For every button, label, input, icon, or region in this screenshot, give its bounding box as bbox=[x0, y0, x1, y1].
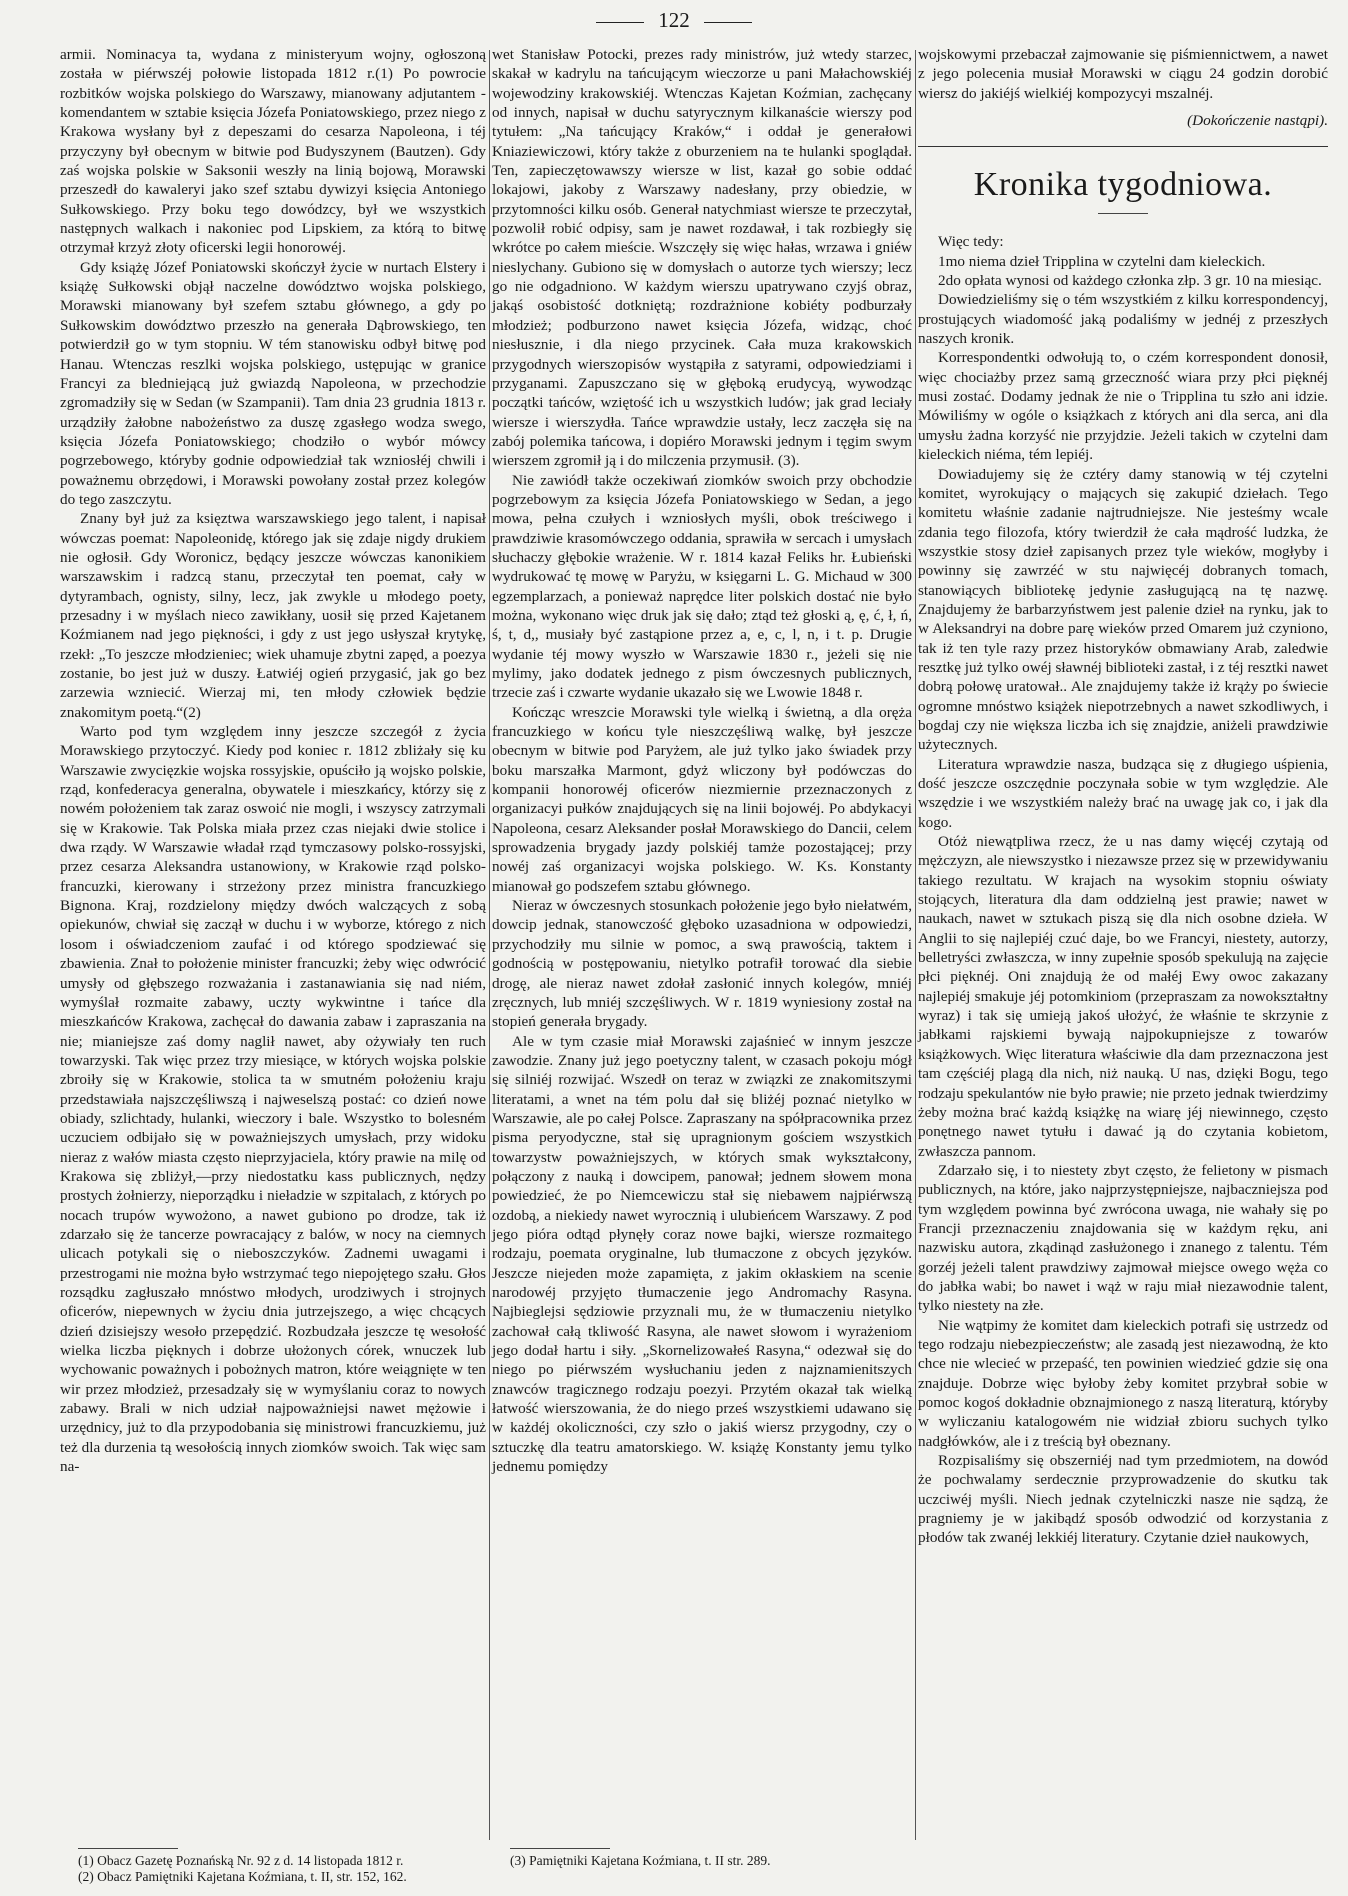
paragraph: Nie wątpimy że komitet dam kieleckich potrafi się ustrzedz od tego rodzaju niebezpieczeństw; ale zasadą jest niezawodną, że kto chce nie wlecieć w przepaść, ten powinien wiedzieć gdzie się ona znajduje. Dobrze więc byłoby żeby komitet przybrał sobie w pomoc kogoś dokładnie obznajmionego z naszą literaturą, któryby w wyliczaniu katalogowém nie widział zbioru suchych tylko nadgłówków, ale i z treścią był obeznany. bbox=[918, 1316, 1328, 1450]
page-number: 122 bbox=[0, 8, 1348, 33]
paragraph: armii. Nominacya ta, wydana z ministeryum wojny, ogłoszoną została w piérwszéj połowie listopada 1812 r.(1) Po powrocie rozbitków wojska polskiego do Warszawy, mianowany adjutantem - komendantem w sztabie księcia Józefa Poniatowskiego, przez niego z Krakowa wysłany był z depeszami do cesarza Napoleona, i téj przyczyny był obecnym w bitwie pod Budyszynem (Bautzen). Gdy zaś wojska polskie w Saksonii weszły na linią bojową, Morawski przeszedł do kawaleryi jako szef sztabu dywizyi księcia Antoniego Sułkowskiego. Przy boku tego dowódzcy, był we wszystkich następnych walkach i nakoniec pod Lipskiem, za którą to bitwę otrzymał krzyż złoty oficerski legii honorowéj. bbox=[60, 46, 486, 257]
column-3 bbox=[918, 45, 1328, 1548]
paragraph: wojskowymi przebaczał zajmowanie się piśmiennictwem, a nawet z jego polecenia musiał Morawski w ciągu 24 godzin dorobić wiersz do jakiéjś wielkiéj kompozycyi mszalnéj. bbox=[918, 46, 1328, 102]
paragraph: Dowiedzieliśmy się o tém wszystkiém z kilku korrespondencyj, prostujących wiadomość jaką podaliśmy w jednéj z przeszłych naszych kronik. bbox=[918, 291, 1328, 348]
footnotes-col2 bbox=[510, 1848, 910, 1869]
paragraph: Nie zawiódł także oczekiwań ziomków swoich przy obchodzie pogrzebowym za księcia Józefa Poniatowskiego w Sedan, a jego mowa, pełna czułych i wzniosłych myśli, obok treściwego i prawdziwie krasomówczego oddania, sprawiła w sercach i umysłach słuchaczy głębokie wrażenie. W r. 1814 kazał Feliks hr. Łubieński wydrukować tę mowę w Paryżu, w księgarni L. G. Michaud w 300 egzemplarzach, a ponieważ naprędce liter polskich dostać nie było można, wykonano więc druk jak się dało; ztąd też głoski ą, ę, ć, ł, ń, ś, t, d,, musiały być zastąpione przez a, e, c, l, n, i t. p. Drugie wydanie téj mowy wyszło w Warszawie 1830 r., jeżeli się nie mylimy, jako dodatek jednego z pism ówczesnych publicznych, trzecie zaś i czwarte wydanie ukazało się we Lwowie 1848 r. bbox=[492, 471, 912, 702]
paragraph: Więc tedy: bbox=[938, 233, 1004, 251]
footnotes-col1 bbox=[78, 1848, 488, 1885]
continued-note: (Dokończenie nastąpi). bbox=[1187, 112, 1328, 130]
paragraph: Gdy książę Józef Poniatowski skończył życie w nurtach Elstery i książę Sułkowski objął naczelne dowództwo wojska polskiego, Morawski mianowany był szefem sztabu głównego, a gdy po Sułkowskim dowództwo przeszło na generała Dąbrowskiego, ten potwierdził go w tym stopniu. W tém stanowisku odbył bitwę pod Hanau. Wtenczas reszlki wojska polskiego, ustępując w granice Francyi za bledniejącą już gwiazdą Napoleona, w przechodzie zgromadziły się w Sedan (w Szampanii). Tam dnia 23 grudnia 1813 r. urządziły żałobne nabożeństwo za duszę zgasłego wodza swego, księcia Józefa Poniatowskiego; chodziło o wybór mówcy pogrzebowego, któryby godnie odpowiedział tak wzniosłéj chwili i poważnemu obrzędowi, i Morawski powołany został przez kolegów do tego zaszczytu. bbox=[60, 258, 486, 508]
paragraph: 2do opłata wynosi od każdego członka złp. 3 gr. 10 na miesiąc. bbox=[938, 272, 1322, 290]
paragraph: Rozpisaliśmy się obszerniéj nad tym przedmiotem, na dowód że pochwalamy serdecznie przyprowadzenie do skutku tak uczciwéj myśli. Niech jednak czytelniczki nasze nie sądzą, że pragniemy je w jakibądź sposób odwodzić od korzystania z płodów tak zwanéj lekkiéj literatury. Czytanie dzieł naukowych, bbox=[918, 1452, 1328, 1547]
paragraph: Warto pod tym względem inny jeszcze szczegół z życia Morawskiego przytoczyć. Kiedy pod koniec r. 1812 zbliżały się ku Warszawie zwycięzkie wojska rossyjskie, opuściło ją wojsko polskie, rząd, konfederacya generalna, obywatele i mieszkańcy, którzy się z nowém położeniem tak zaraz oswoić nie mogli, i wszyscy zatrzymali się w Krakowie. Tak Polska miała przez czas niejaki dwie stolice i dwa rządy. W Warszawie władał rząd tymczasowy polsko-rossyjski, przez cesarza Aleksandra ustanowiony, w Krakowie rząd polsko-francuzki, kierowany i strzeżony przez ministra francuzkiego Bignona. Kraj, rozdzielony między dwóch walczących z sobą opiekunów, chwiał się zaczął w duchu i w wyborze, którego z nich losom i oświadczeniom zaufać i od którego spodziewać się zbawienia. Znał to położenie minister francuzki; żeby więc odwrócić umysły od głębszego rozważania i zastanawiania się nad niém, wymyślał rozmaite zabawy, uczty wykwintne i tańce dla mieszkańców Krakowa, zachęcał do dawania zabaw i zapraszania na nie; mianiejsze zaś domy naglił nawet, aby ożywiały ten ruch towarzyski. Tak więc przez trzy miesiące, w których wojska polskie zbroiły się w Krakowie, stolica ta w smutném położeniu kraju przedstawiała najszczęśliwszą i najweselszą postać: co dzień nowe obiady, szlichtady, hulanki, wieczory i bale. Wszystko to bolesném uczuciem odbijało się w poważniejszych umysłach, przy widoku nieraz z wałów miasta często nieprzyjaciela, który prawie na milę od Krakowa się zbliżył,—przy niedostatku kass publicznych, nędzy prostych żołnierzy, nieporządku i nieładzie w szpitalach, z których po nocach trupów wywożono, a nawet gubiono po drodze, tak iż zdarzało się że tancerze powracający z balów, w nocy na ciemnych ulicach potykali się o nieboszczyków. Zadnemi uwagami i przestrogami nie można było wstrzymać tego niepojętego szału. Głos rozsądku zagłuszało mnóstwo młodych, urodziwych i strojnych oficerów, niepewnych w życiu dnia jutrzejszego, a więc chcących dzień dzisiejszy wesoło przepędzić. Rozbudzała jeszcze tę wesołość wielka liczba pięknych i dobrze ułożonych córek, wnuczek lub wychowanic poważnych i pobożnych matron, które weiągnięte w ten wir przez młodzież, przesadzały się w wymyślaniu coraz to nowych zabawy. Brali w nich udział najpoważniejsi nawet mężowie i urzędnicy, już to dla przypodobania się ministrowi francuzkiemu, już też dla durzenia tą wesołością innych ziomków swoich. Tak więc sam na- bbox=[60, 723, 486, 1476]
paragraph: Dowiadujemy się że cztéry damy stanowią w téj czytelni komitet, wyrokujący o mających się zakupić dziełach. Tego komitetu właśnie zadanie najtrudniejsze. Nie jesteśmy wcale zdania tego filozofa, który twierdził że cała mądrość ludzka, że wszystkie stosy dzieł zapisanych przez tyle wieków, mogłyby i powinny się zawrzéć w stu najwięcéj dobranych tomach, stanowiących bibliotekę jedynie zasługującą na tę nazwę. Znajdujemy że barbarzyństwem jest palenie dzieł na rynku, jak to w Aleksandryi na dobre parę wieków przed Omarem już czyniono, tak iż ten tyle razy przez historyków obmawiany Arab, zaledwie resztkę już tylko owéj sławnéj biblioteki zastał, i z téj resztki nawet dobrą połowę uratował.. Ale znajdujemy także iż krąży po świecie ogromne mnóstwo książek niepotrzebnych a nawet szkodliwych, i bogdaj czy nie większa liczba ich się znajdzie, aniżeli prawdziwie użytecznych. bbox=[918, 465, 1328, 754]
column-divider bbox=[915, 50, 916, 1840]
paragraph: Ale w tym czasie miał Morawski zajaśnieć w innym jeszcze zawodzie. Znany już jego poetyczny talent, w czasach pokoju mógł się silniéj rozwijać. Wszedł on teraz w związki ze znakomitszymi literatami, a wnet na tém polu dał się bliżéj poznać nietylko w Warszawie, ale po całej Polsce. Zapraszany na spółpracownika przez pisma peryodyczne, stał się upragnionym gościem wszystkich towarzystw poważniejszych, w których smak wykształcony, połączony z nauką i dowcipem, panował; jednem słowem mona powiedzieć, że po Niemcewiczu stał się niebawem najpiérwszą ozdobą, a niekiedy nawet wyrocznią i ulubieńcem Warszawy. Z pod jego pióra odtąd płynęły coraz nowe bajki, wiersze rozmaitego rodzaju, poemata oryginalne, lub tłumaczone z obcych języków. Jeszcze niejeden może zapamięta, z jakim okłaskiem na scenie narodowéj przyjęto tłumaczenie jego Andromachy Rasyna. Najbieglejsi sędziowie przyznali mu, że w tłumaczeniu nietylko zachował całą tkliwość Rasyna, ale nawet słowom i wyrażeniom jego dodał hartu i siły. „Skornelizowałeś Rasyna,“ odezwał się do niego po piérwszém wysłuchaniu jeden z najznamienitszych znawców tragicznego rodzaju poezyi. Przytém okazał tak wielką łatwość wierszowania, że do niego prześ wszystkiemi udawano się w każdéj okoliczności, czy szło o jakiś wiersz przygodny, czy o sztuczkę dla teatru amatorskiego. W. książę Konstanty jemu tylko jednemu pomiędzy bbox=[492, 1032, 912, 1476]
paragraph: Korrespondentki odwołują to, o czém korrespondent donosił, więc chociażby przez samą grzeczność wiara przy płci pięknéj musi zostać. Dodamy jednak że nie o Tripplina tu szło ani idzie. Mówiliśmy w ogóle o książkach z których ani dla serca, ani dla umysłu żadna korzyść nie przyjdzie. Jeżeli takich w czytelni dam kieleckich niéma, tém lepiéj. bbox=[918, 349, 1328, 464]
paragraph: Literatura wprawdzie nasza, budząca się z długiego uśpienia, dość jeszcze oszczędnie poczynała sobie w tym względzie. Ale wszędzie i we wszystkiém należy brać na uwagę jak co, i jak dla kogo. bbox=[918, 755, 1328, 831]
paragraph: Otóż niewątpliwa rzecz, że u nas damy więcéj czytają od mężczyzn, ale niewszystko i niezawsze przez się w przewidywaniu takiego rezultatu. W krajach na wysokim stopniu oświaty stojących, literatura dla dam oddzielną jest prawie; nawet w naukach, nawet w sztukach piszą się dla nich osobne dzieła. W Anglii to się najlepiéj czuć daje, bo we Francyi, niestety, autorzy, belletryści zwłaszcza, w inny zupełnie sposób spekulują na zajęcie płci pięknéj. Oni znajdują że od małéj Ewy owoc zakazany najlepiéj smakuje jéj potomkiniom (przepraszam za nowokształtny wyraz) i tak się umieją jakoś ułożyć, że właśnie te skrzynie z jabłkami rajskiemi bywają najpokupniejsze z towarów książkowych. Więc literatura właściwie dla dam przeznaczona jest tam częściéj plagą dla nich, niż nauką. U nas, dzięki Bogu, tego rodzaju spekulantów nie było prawie; nie przeto jednak twierdzimy żeby można brać każdą książkę na wiarę jéj niewinnego, często ponętnego nawet tytułu i dawać ją do czytania kobietom, zwłaszcza pannom. bbox=[918, 833, 1328, 1160]
section-title: Kronika tygodniowa. bbox=[973, 166, 1273, 204]
paragraph: 1mo niema dzieł Tripplina w czytelni dam kieleckich. bbox=[938, 252, 1266, 270]
paragraph: wet Stanisław Potocki, prezes rady ministrów, już wtedy starzec, skakał w kadrylu na tańcującym wieczorze u pani Małachowskiéj wojewodziny krakowskiéj. Wtenczas Kajetan Koźmian, zachęcany od innych, napisał w duchu satyrycznym kilkanaście wierszy pod tytułem: „Na tańcujący Kraków,“ i oddał je generałowi Kniaziewiczowi, który także z oburzeniem na te hulanki spoglądał. Ten, zapieczętowawszy wiersze w list, kazał go sobie oddać lokajowi, jakoby z Warszawy nadesłany, przy obiedzie, w przytomności kilku osób. Generał natychmiast wiersze te przeczytał, pozwolił robić odpisy, sam je nawet rozdawał, i tak rozbiegły się wkrótce po całem mieście. Wszczęły się więc hałas, wrzawa i gniéw nieslychany. Gubiono się w domysłach o autorze tych wierszy; lecz go nie odgadniono. W każdym wierszu upatrywano czyjś obraz, jakąś osobistość dotkniętą; rozdrażnione kobiéty podburzały młodzież; podburzono nawet księcia Józefa, widząc, choć niesłusznie, i dla niego przycinek. Cała muza krakowskich przygodnych wierszopisów wystąpiła z satyrami, odpowiedziami i przyganami. Zapuszczano się w głęboką erudycyą, wywodząc początki tańców, wziętość ich u wszystkich ludów; jak grad leciały wiersze i wierszydła. Tańce wprawdzie ustały, lecz zaczęła się na zabój polemika tańcowa, i dopiéro Morawski jednym i tęgim swym wierszem zgromił ją i do milczenia przymusił. (3). bbox=[492, 46, 912, 470]
footnote: (3) Pamiętniki Kajetana Koźmiana, t. II str. 289. bbox=[510, 1853, 771, 1868]
column-divider bbox=[489, 50, 490, 1840]
column-2 bbox=[492, 45, 912, 1476]
column-1 bbox=[60, 45, 486, 1476]
footnote: (2) Obacz Pamiętniki Kajetana Koźmiana, t. II, str. 152, 162. bbox=[78, 1869, 407, 1884]
paragraph: Nieraz w ówczesnych stosunkach położenie jego było niełatwém, dowcip jednak, stanowczość głęboko uzasadniona w odpowiedzi, przychodziły mu silnie w pomoc, a swą prawością, taktem i godnością w postępowaniu, nietylko potrafił torować dla siebie drogę, ale nieraz nawet zdołał zasłonić innych kolegów, mniéj zręcznych, lub mniéj szczęśliwych. W r. 1819 wyniesiony został na stopień generała brygady. bbox=[492, 897, 912, 1031]
section-divider bbox=[918, 146, 1328, 147]
paragraph: Kończąc wreszcie Morawski tyle wielką i świetną, a dla oręża francuzkiego w końcu tyle nieszczęśliwą walkę, był jeszcze obecnym w bitwie pod Paryżem, ale już tylko jako świadek przy boku marszałka Marmont, gdyż wliczony był podówczas do kompanii honorowéj oficerów niezmiernie przeznaczonych z organizacyi pułków znajdujących się na linii bojowéj. Po abdykacyi Napoleona, cesarz Aleksander posłał Morawskiego do Dancii, celem sprowadzenia brygady jazdy polskiéj tamże pozostającej; przy nowéj zaś organizacyi wojska polskiego. W. Ks. Konstanty mianował go podszefem sztabu głównego. bbox=[492, 703, 912, 895]
title-rule bbox=[1098, 213, 1148, 214]
footnote: (1) Obacz Gazetę Poznańską Nr. 92 z d. 14 listopada 1812 r. bbox=[78, 1853, 404, 1868]
paragraph: Znany był już za księztwa warszawskiego jego talent, i napisał wówczas poemat: Napoleonidę, którego jak się zdaje nigdy drukiem nie ogłosił. Gdy Woronicz, będący jeszcze wówczas kanonikiem warszawskim i radzcą stanu, przeczytał ten poemat, cały w dytyrambach, ognisty, silny, lecz, jak zwykle u młodego poety, przesadny i w myślach nieco zawikłany, uosił się przed Kajetanem Koźmianem nad jego piękności, i gdy z ust jego usłyszał krytykę, rzekł: „To jeszcze młodzieniec; wiek uhamuje zbytni zapęd, a poezya zostanie, bo jest już w duszy. Łatwiéj ogień przygasić, jak go bez zarzewia wzniecić. Wierzaj mi, ten młody człowiek będzie znakomitym poetą.“(2) bbox=[60, 510, 486, 721]
paragraph: Zdarzało się, i to niestety zbyt często, że felietony w pismach publicznych, na które, jako najprzystępniejsze, najbaczniejsza pod tym względem powinna być zwrócona uwaga, nie wahały się po Francji przeznaczeniu znajdowania się w każdym ręku, ani nazwisku autora, zkądinąd zasłużonego i znanego z talentu. Tém gorzéj jeżeli talent prawdziwy zajmował miejsce owego węża co do jabłka wabi; bo nawet i wąż w raju miał niezawodnie talent, tylko niestety na złe. bbox=[918, 1161, 1328, 1315]
